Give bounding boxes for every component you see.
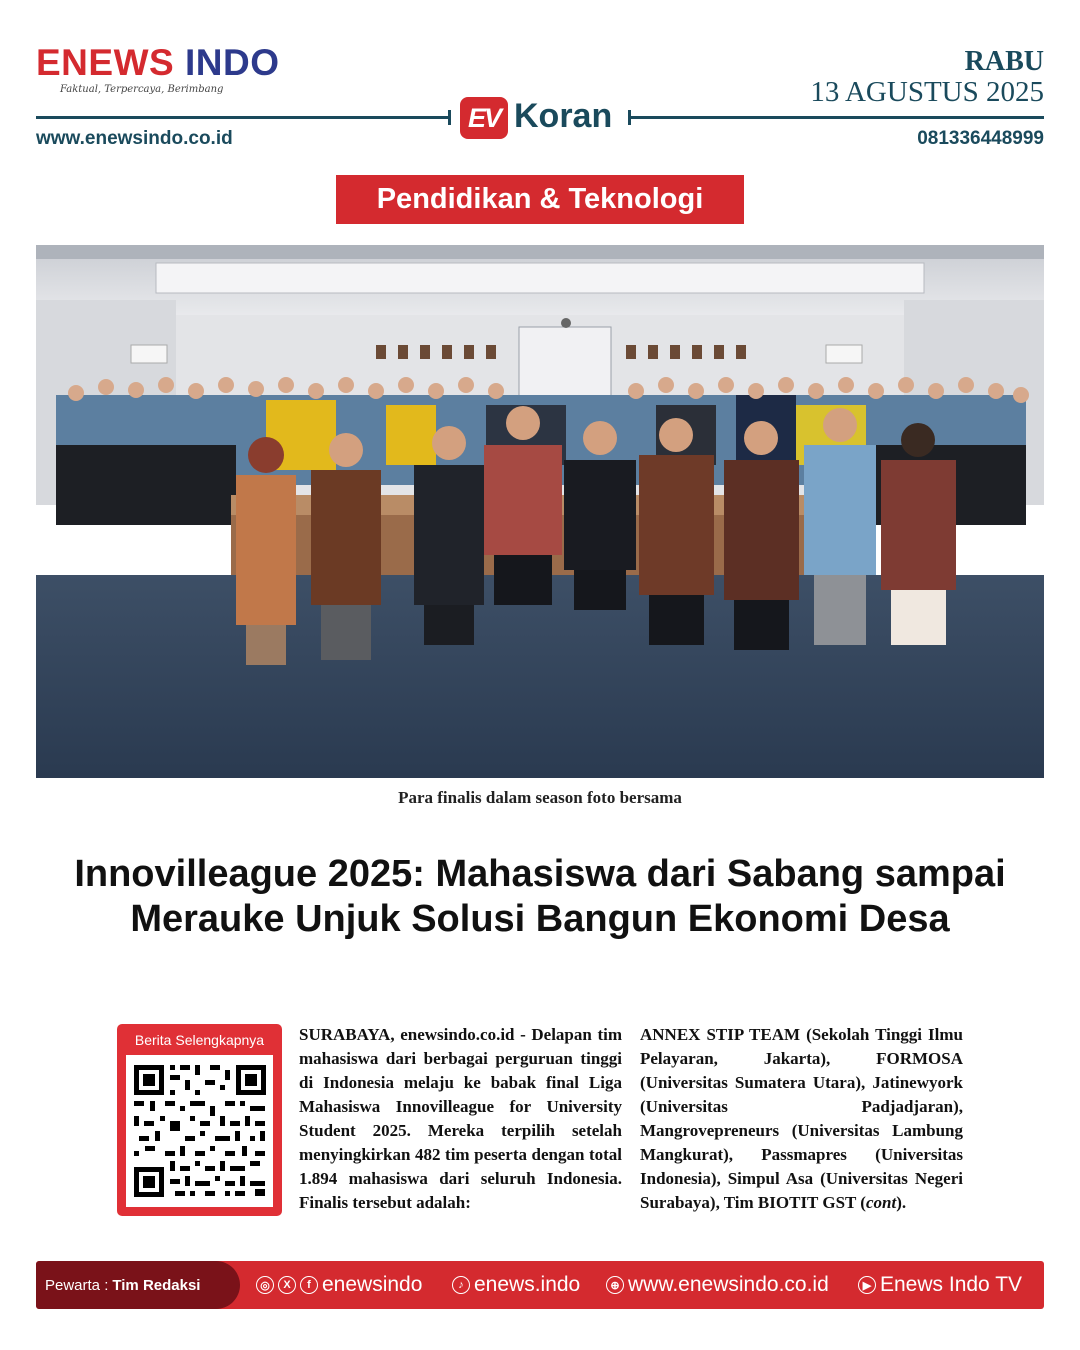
photo-caption: Para finalis dalam season foto bersama <box>398 788 682 807</box>
social-handles[interactable] <box>256 1261 422 1309</box>
qr-code-icon[interactable] <box>126 1055 273 1207</box>
social-handle-text[interactable]: enewsindo <box>322 1273 423 1296</box>
header-rule-cap-left <box>448 110 451 125</box>
tiktok-icon[interactable]: ♪ <box>452 1276 470 1294</box>
article-headline: Innovilleague 2025: Mahasiswa dari Sabang sampai Merauke Unjuk Solusi Bangun Ekonomi Desa <box>74 853 1006 940</box>
instagram-icon[interactable]: ◎ <box>256 1276 274 1294</box>
category-badge: Pendidikan & Teknologi <box>336 175 744 224</box>
brand-tagline: Faktual, Terpercaya, Berimbang <box>60 84 224 95</box>
facebook-icon[interactable]: f <box>300 1276 318 1294</box>
article-body-column-2 <box>640 1023 963 1215</box>
footer-bar <box>36 1261 1044 1309</box>
masthead-brand <box>36 44 279 95</box>
tiktok-handle[interactable]: enews.indo <box>474 1273 581 1296</box>
x-icon[interactable]: X <box>278 1276 296 1294</box>
continued-marker: cont <box>865 1193 897 1212</box>
group-photo-illustration <box>36 245 1044 778</box>
youtube-icon[interactable]: ▶ <box>858 1276 876 1294</box>
article-body-column-2-text: ANNEX STIP TEAM (Sekolah Tinggi Ilmu Pelayaran, Jakarta), FORMOSA (Universitas Sumatera Utara), Jatinewyork (Universitas Padjadjaran), Mangrovepreneurs (Universitas Lambung Mangkurat), Passmapres (Universitas Indonesia), Simpul Asa (Universitas Negeri Surabaya), Tim BIOTIT GST ( <box>640 1025 963 1212</box>
author-label: Pewarta : <box>45 1276 109 1294</box>
website-link[interactable]: www.enewsindo.co.id <box>36 128 233 149</box>
contact-phone: 081336448999 <box>917 128 1044 149</box>
edition-title: Koran <box>514 97 613 135</box>
brand-logo <box>36 44 279 81</box>
qr-code-graphic <box>130 1061 270 1201</box>
website-footer-text[interactable]: www.enewsindo.co.id <box>628 1273 829 1296</box>
brand-name-second: INDO <box>184 42 280 83</box>
header-rule-left <box>36 116 450 119</box>
brand-name-first: ENEWS <box>36 42 175 83</box>
header-rule-right <box>628 116 1044 119</box>
article-body-column-1: SURABAYA, enewsindo.co.id - Delapan tim mahasiswa dari berbagai perguruan tinggi di Indonesia melaju ke babak final Liga Mahasiswa Innovilleague for University Student 2025. Mereka terpilih setelah menyingkirkan 482 tim peserta dengan total 1.894 mahasiswa dari seluruh Indonesia. Finalis tersebut adalah: <box>299 1025 622 1212</box>
youtube-link[interactable] <box>858 1261 1022 1309</box>
author-badge <box>36 1261 240 1309</box>
youtube-channel[interactable]: Enews Indo TV <box>880 1273 1023 1296</box>
website-footer-link[interactable] <box>606 1261 829 1309</box>
article-photo <box>36 245 1044 778</box>
qr-label: Berita Selengkapnya <box>134 1032 265 1048</box>
issue-full-date: 13 AGUSTUS 2025 <box>810 76 1044 108</box>
continued-marker-end: ). <box>896 1193 907 1212</box>
issue-day: RABU <box>964 46 1044 77</box>
header-rule-cap-right <box>628 110 631 125</box>
tiktok-link[interactable] <box>452 1261 580 1309</box>
issue-date <box>810 48 1044 107</box>
author-name: Tim Redaksi <box>112 1276 201 1294</box>
globe-icon[interactable]: ⊕ <box>606 1276 624 1294</box>
qr-read-more[interactable] <box>117 1024 282 1216</box>
ev-logo-icon: EV <box>460 97 508 139</box>
